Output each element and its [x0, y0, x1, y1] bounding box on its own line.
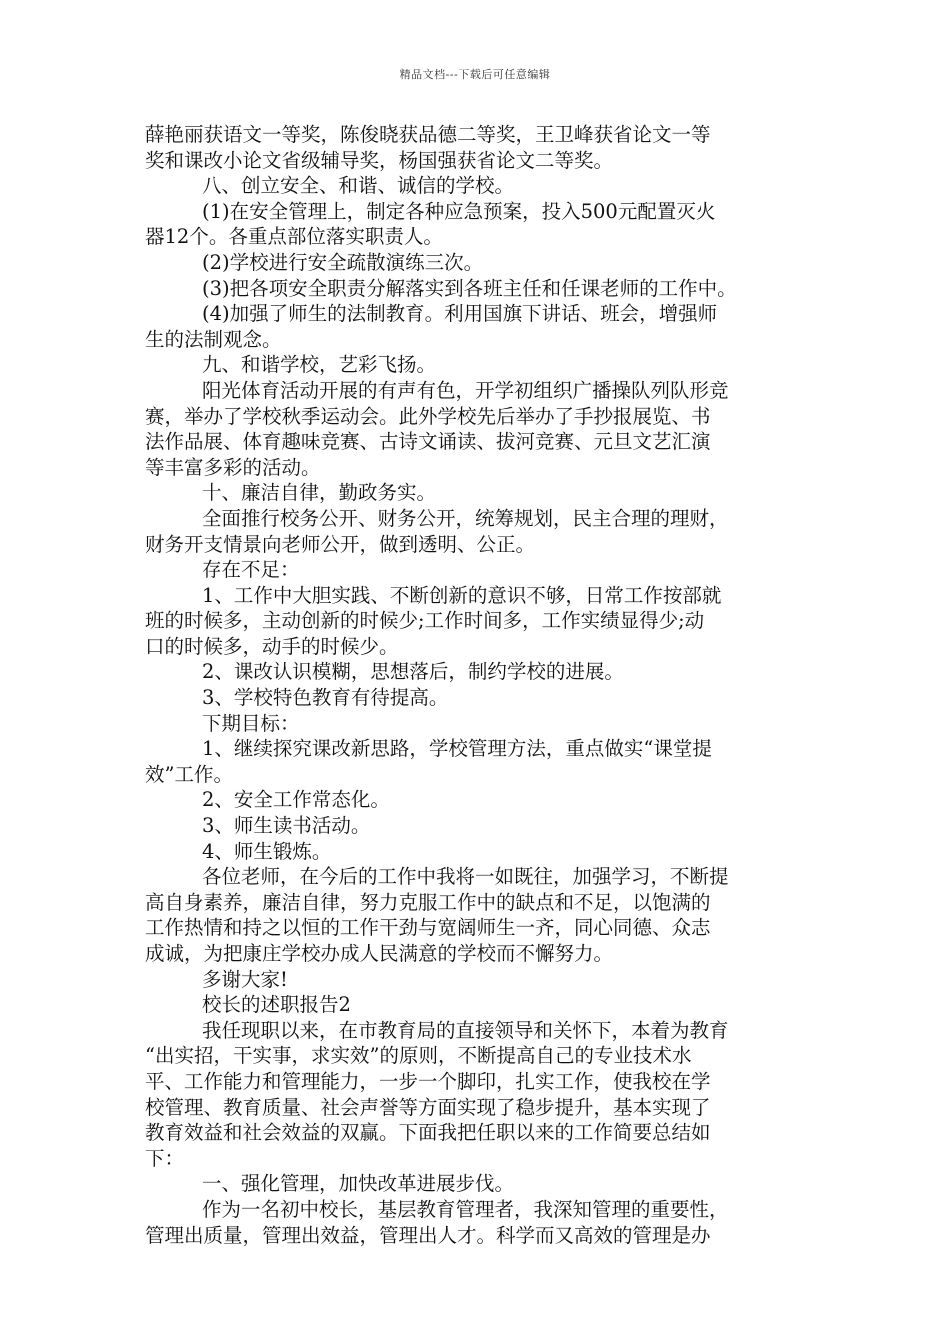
text-line: 1、工作中大胆实践、不断创新的意识不够，日常工作按部就	[202, 583, 722, 607]
text-line: 生的法制观念。	[145, 327, 282, 351]
text-line: 下：	[145, 1146, 185, 1170]
text-line: 等丰富多彩的活动。	[145, 455, 321, 479]
text-line: 各位老师，在今后的工作中我将一如既往，加强学习，不断提	[202, 865, 729, 889]
text-line: 口的时候多，动手的时候少。	[145, 634, 399, 658]
section-heading: 十、廉洁自律，勤政务实。	[202, 481, 437, 505]
text-line: 器12个。各重点部位落实职责人。	[145, 225, 443, 249]
text-line: 4、师生锻炼。	[202, 839, 332, 863]
text-line: 1、继续探究课改新思路，学校管理方法，重点做实“课堂提	[202, 737, 712, 761]
document-body	[145, 122, 807, 1248]
report-title: 校长的述职报告2	[202, 993, 351, 1017]
text-line: “出实招，干实事，求实效”的原则，不断提高自己的专业技术水	[145, 1044, 692, 1068]
text-line: 效”工作。	[145, 762, 233, 786]
text-line: 管理出质量，管理出效益，管理出人才。科学而又高效的管理是办	[145, 1223, 711, 1247]
text-line: 高自身素养，廉洁自律，努力克服工作中的缺点和不足，以饱满的	[145, 890, 711, 914]
text-line: 财务开支情景向老师公开，做到透明、公正。	[145, 532, 536, 556]
page-header: 精品文档---下载后可任意编辑	[399, 68, 551, 81]
text-line: 3、学校特色教育有待提高。	[202, 686, 449, 710]
section-heading: 九、和谐学校，艺彩飞扬。	[202, 353, 437, 377]
text-line: 2、课改认识模糊，思想落后，制约学校的进展。	[202, 660, 624, 684]
text-line: (4)加强了师生的法制教育。利用国旗下讲话、班会，增强师	[202, 302, 718, 326]
text-line: 多谢大家!	[202, 967, 288, 991]
text-line: 2、安全工作常态化。	[202, 788, 390, 812]
text-line: 赛，举办了学校秋季运动会。此外学校先后举办了手抄报展览、书	[145, 404, 711, 428]
text-line: 阳光体育活动开展的有声有色，开学初组织广播操队列队形竞	[202, 378, 729, 402]
text-line: (3)把各项安全职责分解落实到各班主任和任课老师的工作中。	[202, 276, 737, 300]
section-heading: 下期目标：	[202, 711, 300, 735]
text-line: 全面推行校务公开、财务公开，统筹规划，民主合理的理财，	[202, 506, 729, 530]
text-line: 成诚，为把康庄学校办成人民满意的学校而不懈努力。	[145, 942, 614, 965]
text-line: (2)学校进行安全疏散演练三次。	[202, 250, 484, 274]
text-line: 教育效益和社会效益的双赢。下面我把任职以来的工作简要总结如	[145, 1121, 711, 1145]
text-line: 我任现职以来，在市教育局的直接领导和关怀下，本着为教育	[202, 1018, 729, 1042]
text-line: 工作热情和持之以恒的工作干劲与宽阔师生一齐，同心同德、众志	[145, 916, 711, 940]
text-line: 3、师生读书活动。	[202, 814, 371, 838]
text-line: 作为一名初中校长，基层教育管理者，我深知管理的重要性，	[202, 1197, 729, 1221]
text-line: 奖和课改小论文省级辅导奖，杨国强获省论文二等奖。	[145, 148, 614, 172]
text-line: 班的时候多，主动创新的时候少;工作时间多，工作实绩显得少;动	[145, 609, 705, 633]
text-line: 校管理、教育质量、社会声誉等方面实现了稳步提升，基本实现了	[145, 1095, 711, 1119]
section-heading: 八、创立安全、和谐、诚信的学校。	[202, 174, 515, 198]
text-line: 薛艳丽获语文一等奖，陈俊晓获品德二等奖，王卫峰获省论文一等	[145, 123, 711, 146]
text-line: (1)在安全管理上，制定各种应急预案，投入500元配置灭火	[202, 199, 716, 223]
text-line: 法作品展、体育趣味竞赛、古诗文诵读、拔河竞赛、元旦文艺汇演	[145, 430, 711, 454]
section-heading: 存在不足：	[202, 558, 300, 582]
section-heading: 一、强化管理，加快改革进展步伐。	[202, 1172, 515, 1196]
text-line: 平、工作能力和管理能力，一步一个脚印，扎实工作，使我校在学	[145, 1069, 711, 1093]
